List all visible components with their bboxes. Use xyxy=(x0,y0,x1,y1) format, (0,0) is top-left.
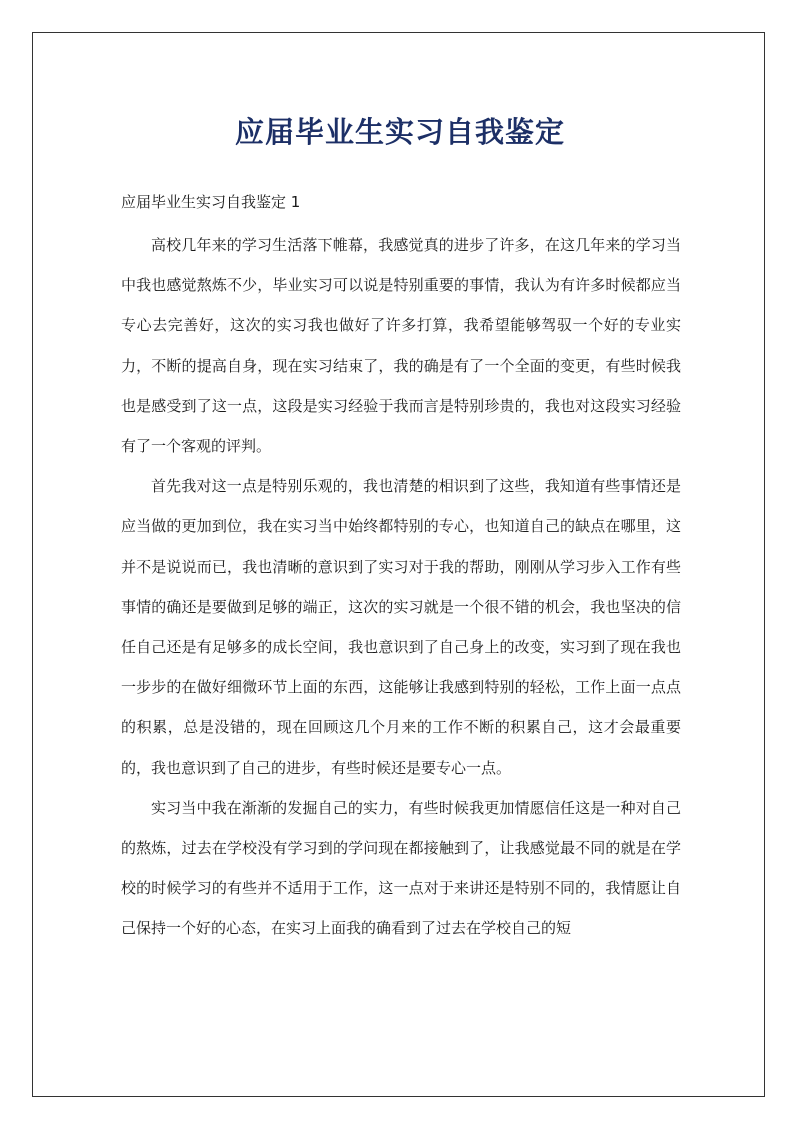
document-body xyxy=(121,225,681,949)
document-title: 应届毕业生实习自我鉴定 xyxy=(234,115,565,149)
paragraph-3: 实习当中我在渐渐的发掘自己的实力，有些时候我更加情愿信任这是一种对自己的熬炼，过去在学校没有学习到的学问现在都接触到了，让我感觉最不同的就是在学校的时候学习的有些并不适用于工作，这一点对于来讲还是特别不同的，我情愿让自己保持一个好的心态，在实习上面我的确看到了过去在学校自己的短 xyxy=(121,798,681,938)
paragraph-2: 首先我对这一点是特别乐观的，我也清楚的相识到了这些，我知道有些事情还是应当做的更加到位，我在实习当中始终都特别的专心，也知道自己的缺点在哪里，这并不是说说而已，我也清晰的意识到了实习对于我的帮助，刚刚从学习步入工作有些事情的确还是要做到足够的端正，这次的实习就是一个很不错的机会，我也坚决的信任自己还是有足够多的成长空间，我也意识到了自己身上的改变，实习到了现在我也一步步的在做好细微环节上面的东西，这能够让我感到特别的轻松，工作上面一点点的积累，总是没错的，现在回顾这几个月来的工作不断的积累自己，这才会最重要的，我也意识到了自己的进步，有些时候还是要专心一点。 xyxy=(121,477,681,777)
paragraph-1: 高校几年来的学习生活落下帷幕，我感觉真的进步了许多，在这几年来的学习当中我也感觉熬炼不少，毕业实习可以说是特别重要的事情，我认为有许多时候都应当专心去完善好，这次的实习我也做好了许多打算，我希望能够驾驭一个好的专业实力，不断的提高自身，现在实习结束了，我的确是有了一个全面的变更，有些时候我也是感受到了这一点，这段是实习经验于我而言是特别珍贵的，我也对这段实习经验有了一个客观的评判。 xyxy=(121,236,681,456)
section-heading: 应届毕业生实习自我鉴定 1 xyxy=(121,193,301,211)
